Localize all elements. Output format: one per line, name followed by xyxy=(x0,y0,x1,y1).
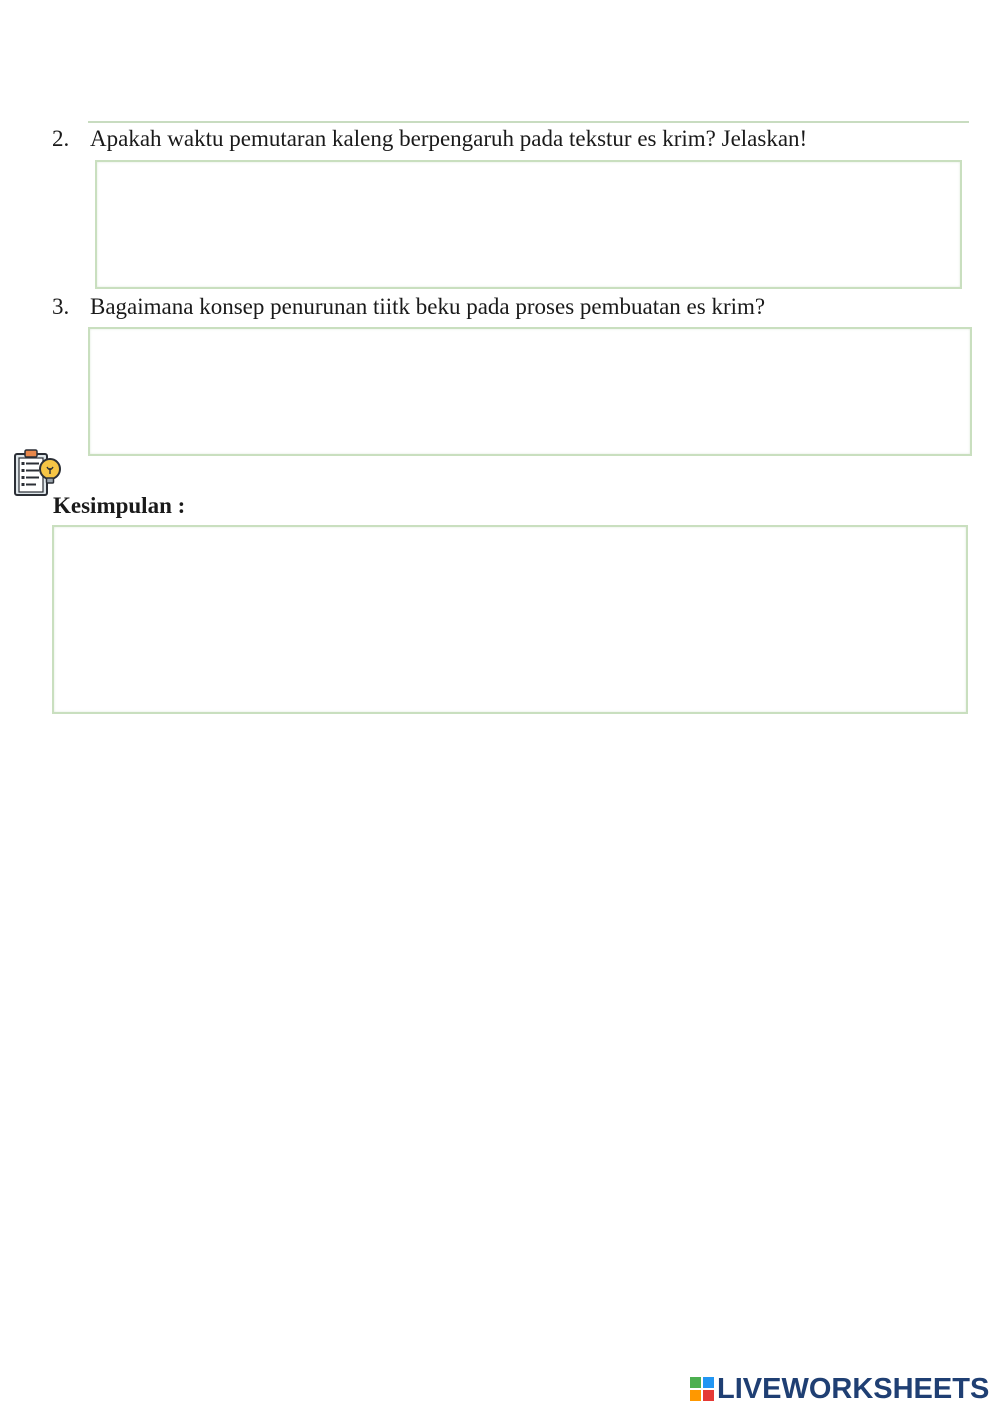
answer-box-conclusion[interactable] xyxy=(52,525,968,714)
section-divider xyxy=(88,121,969,123)
clipboard-lightbulb-icon xyxy=(12,448,64,498)
question-3 xyxy=(52,293,765,321)
question-2 xyxy=(52,125,807,153)
answer-box-question-2[interactable] xyxy=(95,160,962,289)
question-text: Bagaimana konsep penurunan tiitk beku pada proses pembuatan es krim? xyxy=(90,294,766,319)
question-number: 2. xyxy=(52,126,70,151)
liveworksheets-brand xyxy=(690,1372,989,1406)
question-number: 3. xyxy=(52,294,70,319)
question-text: Apakah waktu pemutaran kaleng berpengaruh pada tekstur es krim? Jelaskan! xyxy=(90,126,808,151)
answer-box-question-3[interactable] xyxy=(88,327,972,456)
conclusion-heading: Kesimpulan : xyxy=(53,493,186,518)
brand-name: LIVEWORKSHEETS xyxy=(717,1373,990,1405)
liveworksheets-logo-icon xyxy=(690,1377,714,1401)
